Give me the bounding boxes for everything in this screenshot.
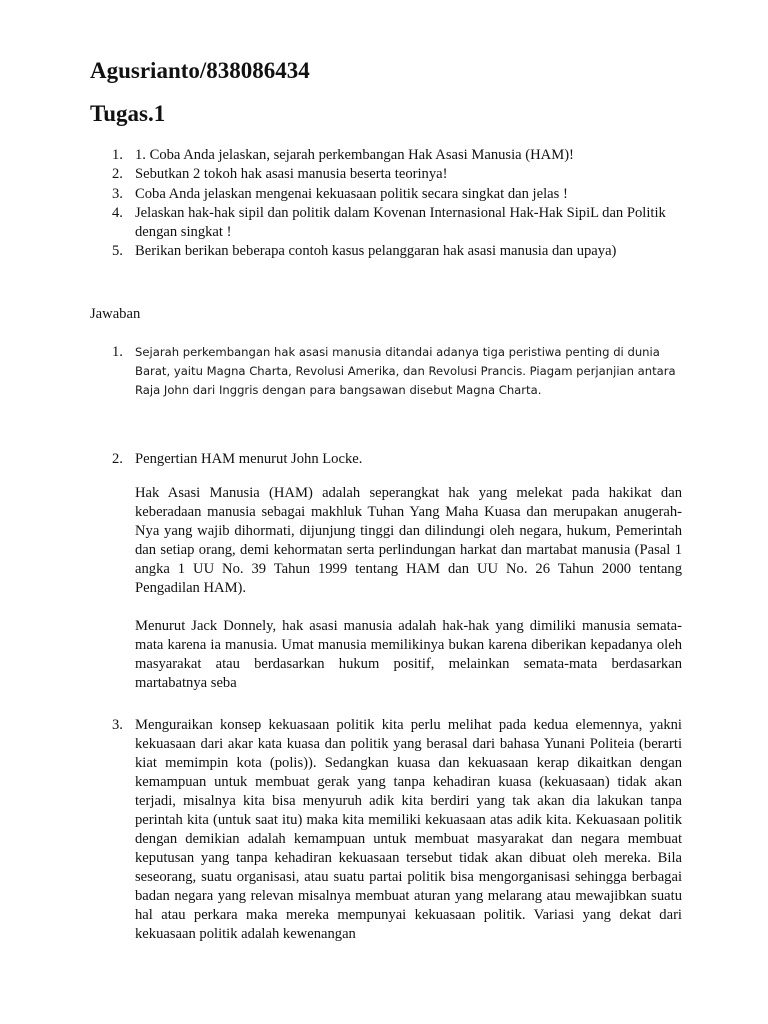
question-number: 5. <box>112 243 123 260</box>
question-number: 1. <box>112 147 123 163</box>
question-item <box>90 204 690 243</box>
question-text: 1. Coba Anda jelaskan, sejarah perkembangan Hak Asasi Manusia (HAM)! <box>135 147 574 163</box>
question-number: 2. <box>112 166 123 183</box>
question-text: Jelaskan hak-hak sipil dan politik dalam Kovenan Internasional Hak-Hak SipiL dan Politik dengan singkat ! <box>135 204 666 241</box>
author-id-heading: Agusrianto/838086434 <box>90 58 310 83</box>
question-list <box>90 146 690 262</box>
answer-3 <box>90 716 682 944</box>
answer-number: 2. <box>112 451 123 467</box>
answers-heading: Jawaban <box>90 306 141 322</box>
answer-number: 3. <box>112 717 123 733</box>
answer-2-paragraph-2: Menurut Jack Donnely, hak asasi manusia adalah hak-hak yang dimiliki manusia semata-mata karena ia manusia. Umat manusia memilikinya bukan karena diberikan kepadanya oleh masyarakat atau berdasarkan hukum positif, melainkan semata-mata berdasarkan martabatnya seba <box>135 618 682 691</box>
answer-2-lead: Pengertian HAM menurut John Locke. <box>135 451 363 467</box>
assignment-heading: Tugas.1 <box>90 101 166 126</box>
question-number: 3. <box>112 185 123 202</box>
question-item <box>90 242 690 261</box>
answer-2-paragraph-1: Hak Asasi Manusia (HAM) adalah seperangkat hak yang melekat pada hakikat dan keberadaan manusia sebagai makhluk Tuhan Yang Maha Kuasa dan merupakan anugerah-Nya yang wajib dihormati, dijunjung tinggi dan dilindungi oleh negara, hukum, Pemerintah dan setiap orang, demi kehormatan serta perlindungan harkat dan martabat manusia (Pasal 1 angka 1 UU No. 39 Tahun 1999 tentang HAM dan UU No. 26 Tahun 2000 tentang Pengadilan HAM). <box>135 485 682 596</box>
answer-1 <box>90 343 682 400</box>
answer-3-text: Menguraikan konsep kekuasaan politik kita perlu melihat pada kedua elemennya, yakni kekuasaan dari akar kata kuasa dan politik yang berasal dari bahasa Yunani Politeia (berarti kiat memimpin kota (polis)). Sedangkan kuasa dan kekuasaan kerap dikaitkan dengan kemampuan untuk membuat gerak yang tanpa kehadiran kuasa (kekuasaan) tidak akan terjadi, misalnya kita bisa menyuruh adik kita berdiri yang tak akan dia lakukan tanpa perintah kita (untuk saat itu) maka kita memiliki kekuasaan atas adik kita. Kekuasaan politik dengan demikian adalah kemampuan untuk membuat masyarakat dan negara membuat keputusan yang tanpa kehadiran kekuasaan tersebut tidak akan dibuat oleh mereka. Bila seseorang, suatu organisasi, atau suatu partai politik bisa mengorganisasi sehingga berbagai badan negara yang relevan misalnya membuat aturan yang melarang atau mewajibkan suatu hal atau perkara maka mereka mempunyai kekuasaan politik. Variasi yang dekat dari kekuasaan politik adalah kewenangan <box>135 717 682 942</box>
question-item <box>90 165 690 184</box>
question-item <box>90 185 690 204</box>
answer-number: 1. <box>112 344 123 360</box>
question-text: Sebutkan 2 tokoh hak asasi manusia beserta teorinya! <box>135 166 448 183</box>
answer-2 <box>90 450 682 693</box>
question-number: 4. <box>112 204 123 221</box>
answer-1-text: Sejarah perkembangan hak asasi manusia ditandai adanya tiga peristiwa penting di dunia Barat, yaitu Magna Charta, Revolusi Amerika, dan Revolusi Prancis. Piagam perjanjian antara Raja John dari Inggris dengan para bangsawan disebut Magna Charta. <box>135 345 676 397</box>
question-item <box>90 146 690 165</box>
question-text: Coba Anda jelaskan mengenai kekuasaan politik secara singkat dan jelas ! <box>135 185 568 202</box>
question-text: Berikan berikan beberapa contoh kasus pelanggaran hak asasi manusia dan upaya) <box>135 243 617 260</box>
